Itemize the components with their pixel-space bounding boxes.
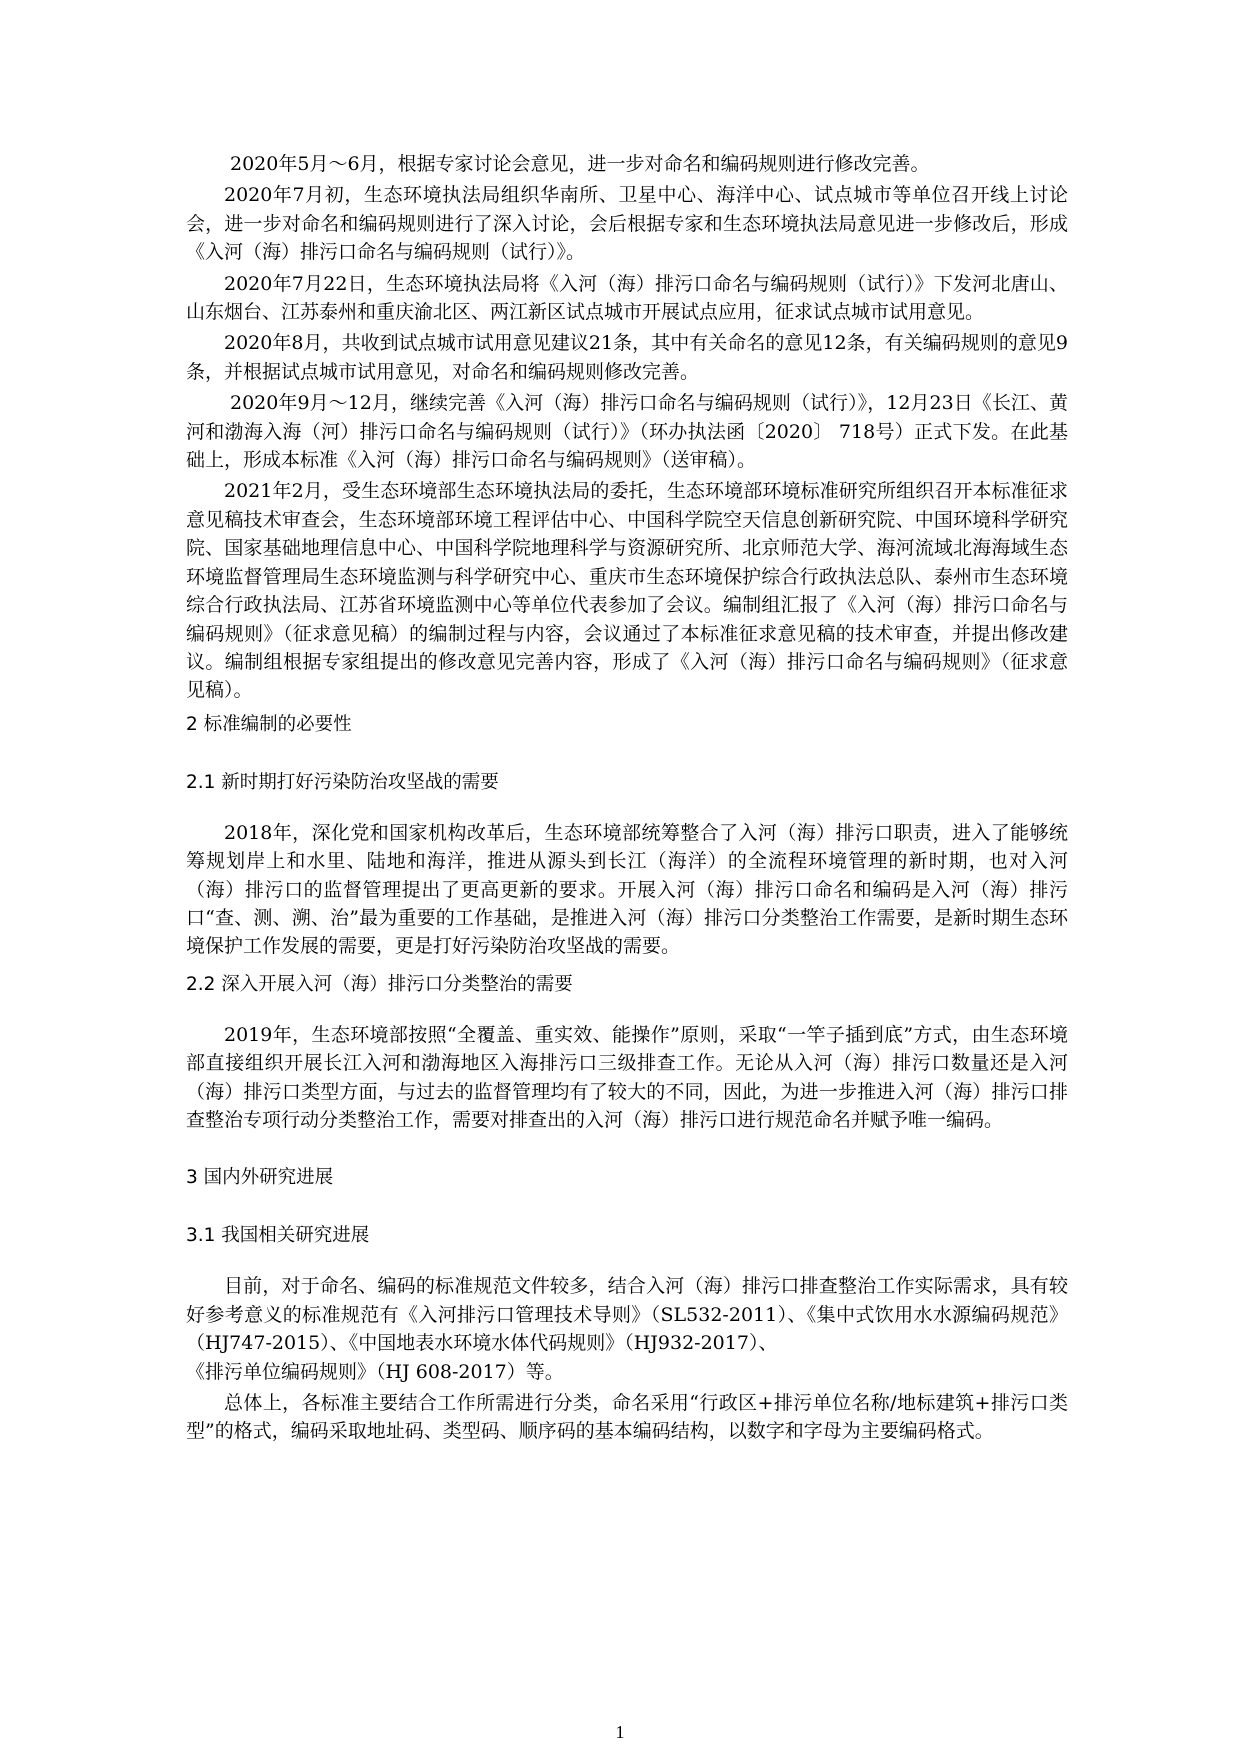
paragraph-history-3: 2020年7月22日，生态环境执法局将《入河（海）排污口命名与编码规则（试行）》下发河北唐山、山东烟台、江苏泰州和重庆渝北区、两江新区试点城市开展试点应用，征求试点城市试用意见。 <box>186 272 1068 324</box>
section-3-1-body-2: 《排污单位编码规则》（HJ 608-2017）等。 <box>186 1360 564 1383</box>
section-2-1-body: 2018年，深化党和国家机构改革后，生态环境部统筹整合了入河（海）排污口职责，进入了能够统筹规划岸上和水里、陆地和海洋，推进从源头到长江（海洋）的全流程环境管理的新时期，也对入河（海）排污口的监督管理提出了更高更新的要求。开展入河（海）排污口命名和编码是入河（海）排污口“查、测、溯、治”最为重要的工作基础，是推进入河（海）排污口分类整治工作需要，是新时期生态环境保护工作发展的需要，更是打好污染防治攻坚战的需要。 <box>186 821 1068 958</box>
section-3-1-body-3: 总体上，各标准主要结合工作所需进行分类，命名采用“行政区+排污单位名称/地标建筑+排污口类型”的格式，编码采取地址码、类型码、顺序码的基本编码结构，以数字和字母为主要编码格式。 <box>186 1392 1068 1443</box>
section-2-2-heading: 2.2 深入开展入河（海）排污口分类整治的需要 <box>186 973 573 995</box>
section-3-1-body-1: 目前，对于命名、编码的标准规范文件较多，结合入河（海）排污口排查整治工作实际需求，具有较好参考意义的标准规范有《入河排污口管理技术导则》（SL532-2011）、《集中式饮用水水源编码规范》（HJ747-2015）、《中国地表水环境水体代码规则》（HJ932-2017）、 <box>186 1275 1068 1355</box>
document-page <box>186 150 1068 1446</box>
section-3-1-heading: 3.1 我国相关研究进展 <box>186 1225 370 1247</box>
paragraph-history-6: 2021年2月，受生态环境部生态环境执法局的委托，生态环境部环境标准研究所组织召开本标准征求意见稿技术审查会，生态环境部环境工程评估中心、中国科学院空天信息创新研究院、中国环境科学研究院、国家基础地理信息中心、中国科学院地理科学与资源研究所、北京师范大学、海河流域北海海域生态环境监督管理局生态环境监测与科学研究中心、重庆市生态环境保护综合行政执法总队、泰州市生态环境综合行政执法局、江苏省环境监测中心等单位代表参加了会议。编制组汇报了《入河（海）排污口命名与编码规则》（征求意见稿）的编制过程与内容，会议通过了本标准征求意见稿的技术审查，并提出修改建议。编制组根据专家组提出的修改意见完善内容，形成了《入河（海）排污口命名与编码规则》（征求意见稿）。 <box>186 480 1068 702</box>
section-2-2-body: 2019年，生态环境部按照“全覆盖、重实效、能操作”原则，采取“一竿子插到底”方式，由生态环境部直接组织开展长江入河和渤海地区入海排污口三级排查工作。无论从入河（海）排污口数量还是入河（海）排污口类型方面，与过去的监督管理均有了较大的不同，因此，为进一步推进入河（海）排污口排查整治专项行动分类整治工作，需要对排查出的入河（海）排污口进行规范命名并赋予唯一编码。 <box>186 1023 1068 1131</box>
paragraph-history-4: 2020年8月，共收到试点城市试用意见建议21条，其中有关命名的意见12条，有关编码规则的意见9条，并根据试点城市试用意见，对命名和编码规则修改完善。 <box>186 332 1068 383</box>
section-2-1-heading: 2.1 新时期打好污染防治攻坚战的需要 <box>186 771 499 793</box>
paragraph-history-2: 2020年7月初，生态环境执法局组织华南所、卫星中心、海洋中心、试点城市等单位召开线上讨论会，进一步对命名和编码规则进行了深入讨论，会后根据专家和生态环境执法局意见进一步修改后，形成《入河（海）排污口命名与编码规则（试行）》。 <box>186 184 1068 264</box>
paragraph-history-1: 2020年5月～6月，根据专家讨论会意见，进一步对命名和编码规则进行修改完善。 <box>230 153 930 175</box>
section-2-heading: 2 标准编制的必要性 <box>186 713 352 735</box>
paragraph-history-5: 2020年9月～12月，继续完善《入河（海）排污口命名与编码规则（试行）》，12月23日《长江、黄河和渤海入海（河）排污口命名与编码规则（试行）》（环办执法函〔2020〕 718号）正式下发。在此基础上，形成本标准《入河（海）排污口命名与编码规则》（送审稿）。 <box>186 392 1068 472</box>
page-number: 1 <box>615 1722 625 1742</box>
section-3-heading: 3 国内外研究进展 <box>186 1167 334 1189</box>
